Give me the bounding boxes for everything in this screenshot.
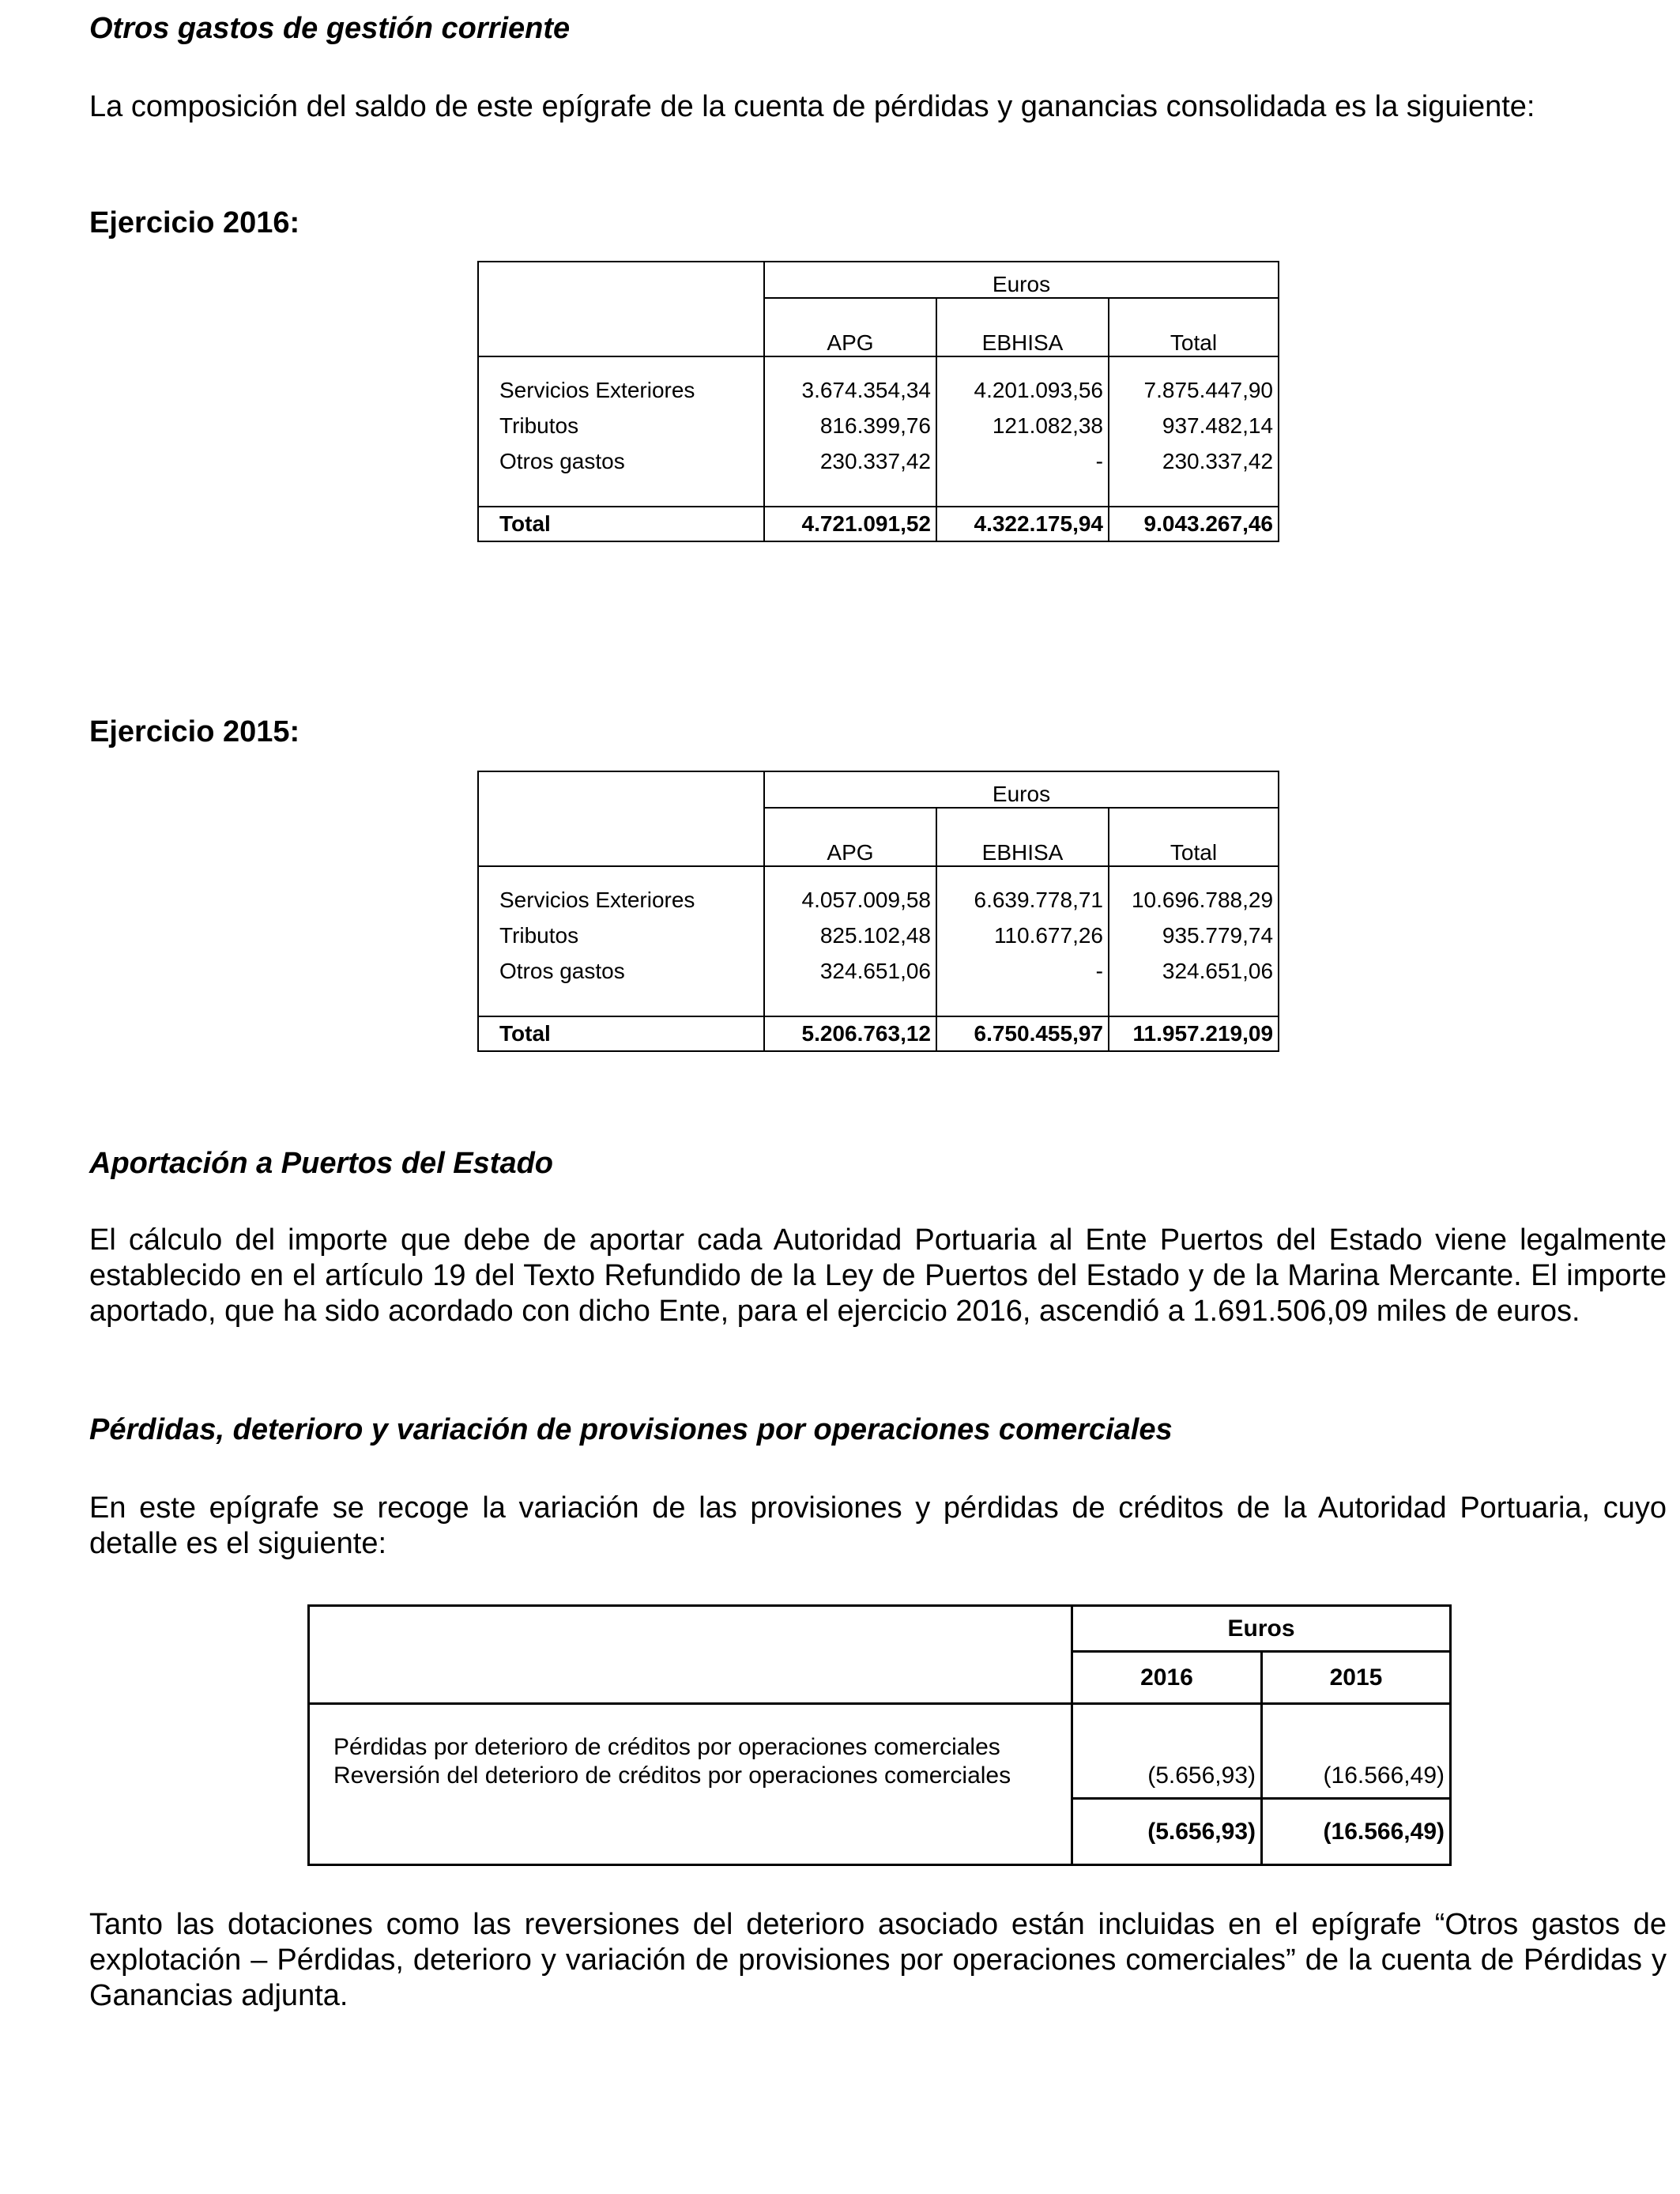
- table-2015: [477, 771, 1279, 1052]
- column-header: Total: [1109, 298, 1279, 356]
- column-header: EBHISA: [936, 298, 1109, 356]
- table-row: Otros gastos 230.337,42 - 230.337,42: [478, 439, 1279, 474]
- table-provisions: [307, 1604, 1452, 1866]
- table-2016: [477, 261, 1279, 542]
- table-total-row: Total 5.206.763,12 6.750.455,97 11.957.219,09: [478, 1016, 1279, 1051]
- table-row: Otros gastos 324.651,06 - 324.651,06: [478, 948, 1279, 984]
- table-total-row: Total 4.721.091,52 4.322.175,94 9.043.267,46: [478, 507, 1279, 541]
- table-row: Reversión del deterioro de créditos por operaciones comerciales (5.656,93) (16.566,49): [309, 1762, 1451, 1799]
- section-heading-aportacion: Aportación a Puertos del Estado: [89, 1147, 553, 1180]
- table-2016-caption: Ejercicio 2016:: [89, 206, 300, 239]
- column-header: APG: [764, 298, 936, 356]
- table-2015-caption: Ejercicio 2015:: [89, 715, 300, 748]
- table-header-blank: [478, 771, 764, 866]
- table-group-header: Euros: [1072, 1606, 1451, 1652]
- column-header: 2015: [1262, 1652, 1451, 1704]
- column-header: APG: [764, 808, 936, 866]
- section-body-aportacion: El cálculo del importe que debe de aportar cada Autoridad Portuaria al Ente Puertos del Estado viene legalmente establecido en el artículo 19 del Texto Refundido de la Ley de Puertos del Estado y de la Marina Mercante. El importe aportado, que ha sido acordado con dicho Ente, para el ejercicio 2016, ascendió a 1.691.506,09 miles de euros.: [89, 1223, 1667, 1328]
- column-header: EBHISA: [936, 808, 1109, 866]
- table-row: Pérdidas por deterioro de créditos por operaciones comerciales: [309, 1704, 1451, 1762]
- column-header: Total: [1109, 808, 1279, 866]
- section-intro-otros-gastos: La composición del saldo de este epígrafe de la cuenta de pérdidas y ganancias consolidada es la siguiente:: [89, 90, 1535, 123]
- table-group-header: Euros: [764, 771, 1279, 808]
- section-intro-perdidas: En este epígrafe se recoge la variación de las provisiones y pérdidas de créditos de la Autoridad Portuaria, cuyo detalle es el siguiente:: [89, 1491, 1667, 1560]
- table-group-header: Euros: [764, 262, 1279, 298]
- closing-paragraph: Tanto las dotaciones como las reversiones del deterioro asociado están incluidas en el epígrafe “Otros gastos de explotación – Pérdidas, deterioro y variación de provisiones por operaciones comerciales” de la cuenta de Pérdidas y Ganancias adjunta.: [89, 1908, 1667, 2012]
- table-row: Servicios Exteriores 3.674.354,34 4.201.093,56 7.875.447,90: [478, 356, 1279, 403]
- table-row: Tributos 816.399,76 121.082,38 937.482,14: [478, 403, 1279, 439]
- table-header-blank: [309, 1606, 1072, 1704]
- column-header: 2016: [1072, 1652, 1262, 1704]
- table-row: Servicios Exteriores 4.057.009,58 6.639.778,71 10.696.788,29: [478, 866, 1279, 913]
- table-total-row: (5.656,93) (16.566,49): [309, 1799, 1451, 1865]
- table-header-blank: [478, 262, 764, 356]
- section-heading-otros-gastos: Otros gastos de gestión corriente: [89, 12, 571, 45]
- table-row: Tributos 825.102,48 110.677,26 935.779,74: [478, 913, 1279, 948]
- section-heading-perdidas: Pérdidas, deterioro y variación de provisiones por operaciones comerciales: [89, 1413, 1173, 1446]
